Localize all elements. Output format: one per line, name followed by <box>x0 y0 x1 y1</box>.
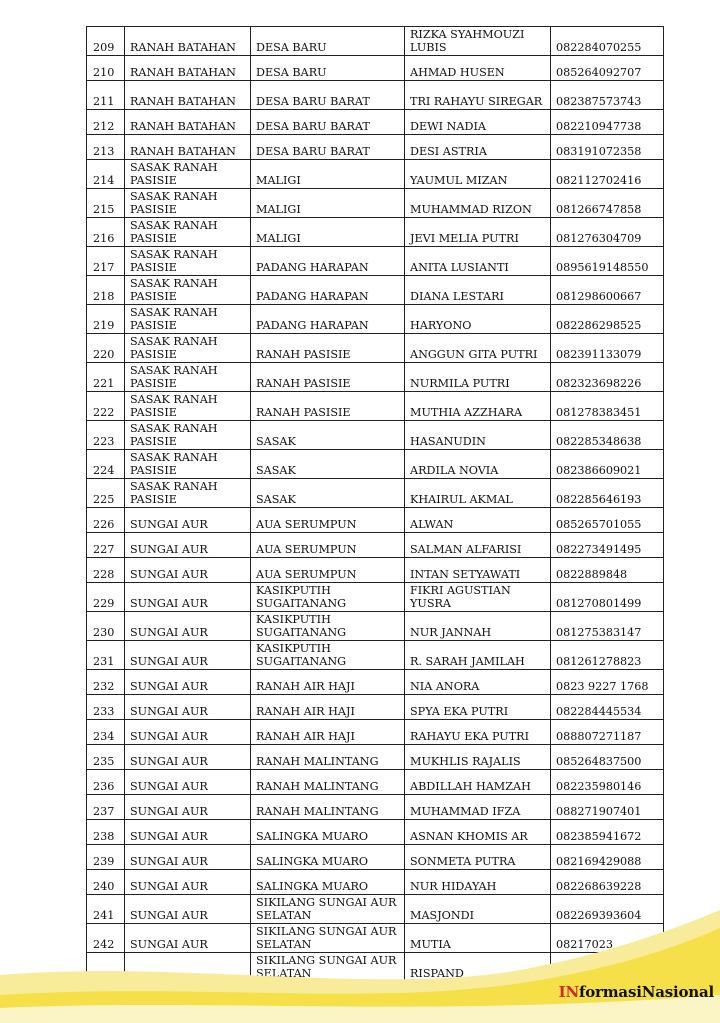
table-row <box>87 276 664 305</box>
cell-kecamatan: SUNGAI AUR <box>125 583 251 612</box>
table-row <box>87 334 664 363</box>
cell-no: 221 <box>87 363 125 392</box>
cell-kecamatan: SUNGAI AUR <box>125 612 251 641</box>
cell-kecamatan: SUNGAI AUR <box>125 695 251 720</box>
cell-kecamatan: SASAK RANAH PASISIE <box>125 276 251 305</box>
table-row <box>87 720 664 745</box>
table-row <box>87 695 664 720</box>
cell-kecamatan: SUNGAI AUR <box>125 770 251 795</box>
cell-kecamatan: SASAK RANAH PASISIE <box>125 160 251 189</box>
cell-kecamatan: SUNGAI AUR <box>125 745 251 770</box>
cell-kecamatan: SUNGAI AUR <box>125 558 251 583</box>
cell-phone: 082210947738 <box>551 110 664 135</box>
cell-nama: HARYONO <box>405 305 551 334</box>
cell-desa: RANAH MALINTANG <box>251 770 405 795</box>
cell-desa: RANAH AIR HAJI <box>251 695 405 720</box>
cell-nama: NIA ANORA <box>405 670 551 695</box>
table-row <box>87 770 664 795</box>
cell-no: 228 <box>87 558 125 583</box>
cell-phone: 082112702416 <box>551 160 664 189</box>
cell-kecamatan: SASAK RANAH PASISIE <box>125 247 251 276</box>
table-row <box>87 533 664 558</box>
cell-phone: 082385941672 <box>551 820 664 845</box>
cell-kecamatan: SUNGAI AUR <box>125 720 251 745</box>
cell-kecamatan: RANAH BATAHAN <box>125 135 251 160</box>
table-row <box>87 218 664 247</box>
cell-desa: DESA BARU <box>251 56 405 81</box>
cell-phone: 082284070255 <box>551 27 664 56</box>
cell-nama: DEWI NADIA <box>405 110 551 135</box>
cell-nama: SONMETA PUTRA <box>405 845 551 870</box>
table-row <box>87 870 664 895</box>
yellow-wave-decoration <box>0 900 720 1023</box>
table-row <box>87 392 664 421</box>
cell-phone: 0822889848 <box>551 558 664 583</box>
cell-kecamatan: SASAK RANAH PASISIE <box>125 218 251 247</box>
cell-nama: INTAN SETYAWATI <box>405 558 551 583</box>
cell-no: 235 <box>87 745 125 770</box>
cell-no: 232 <box>87 670 125 695</box>
brand-rest: formasiNasional <box>579 983 714 1001</box>
cell-desa: PADANG HARAPAN <box>251 247 405 276</box>
brand-logo <box>559 983 714 1001</box>
cell-no: 238 <box>87 820 125 845</box>
cell-nama: ARDILA NOVIA <box>405 450 551 479</box>
cell-phone: 0823 9227 1768 <box>551 670 664 695</box>
cell-no: 229 <box>87 583 125 612</box>
brand-accent: IN <box>558 983 579 1001</box>
cell-no: 230 <box>87 612 125 641</box>
table-row <box>87 135 664 160</box>
cell-phone: 0895619148550 <box>551 247 664 276</box>
cell-phone: 081278383451 <box>551 392 664 421</box>
cell-no: 210 <box>87 56 125 81</box>
cell-no: 225 <box>87 479 125 508</box>
cell-nama: MASJONDI <box>405 895 551 924</box>
cell-desa: DESA BARU BARAT <box>251 135 405 160</box>
cell-no: 211 <box>87 81 125 110</box>
cell-kecamatan: SASAK RANAH PASISIE <box>125 421 251 450</box>
cell-kecamatan: SASAK RANAH PASISIE <box>125 450 251 479</box>
cell-no: 215 <box>87 189 125 218</box>
cell-nama: RIZKA SYAHMOUZI LUBIS <box>405 27 551 56</box>
cell-kecamatan: RANAH BATAHAN <box>125 81 251 110</box>
cell-desa: DESA BARU BARAT <box>251 110 405 135</box>
cell-nama: SPYA EKA PUTRI <box>405 695 551 720</box>
cell-no: 231 <box>87 641 125 670</box>
cell-kecamatan: SASAK RANAH PASISIE <box>125 479 251 508</box>
cell-phone: 082323698226 <box>551 363 664 392</box>
cell-no: 209 <box>87 27 125 56</box>
table-row <box>87 110 664 135</box>
cell-nama: RAHAYU EKA PUTRI <box>405 720 551 745</box>
cell-nama: ASNAN KHOMIS AR <box>405 820 551 845</box>
cell-desa: SIKILANG SUNGAI AUR SELATAN <box>251 924 405 953</box>
table-row <box>87 421 664 450</box>
cell-desa: SASAK <box>251 450 405 479</box>
cell-desa: RANAH PASISIE <box>251 392 405 421</box>
table-row <box>87 745 664 770</box>
cell-desa: SALINGKA MUARO <box>251 845 405 870</box>
table-row <box>87 450 664 479</box>
cell-desa: KASIKPUTIH SUGAITANANG <box>251 583 405 612</box>
cell-desa: SASAK <box>251 479 405 508</box>
cell-nama: KHAIRUL AKMAL <box>405 479 551 508</box>
cell-nama: MUHAMMAD IFZA <box>405 795 551 820</box>
table-row <box>87 612 664 641</box>
cell-phone: 082285348638 <box>551 421 664 450</box>
cell-kecamatan: SUNGAI AUR <box>125 508 251 533</box>
cell-desa: KASIKPUTIH SUGAITANANG <box>251 641 405 670</box>
cell-phone: 083191072358 <box>551 135 664 160</box>
cell-kecamatan: SUNGAI AUR <box>125 795 251 820</box>
cell-nama: MUTHIA AZZHARA <box>405 392 551 421</box>
cell-kecamatan: SUNGAI AUR <box>125 641 251 670</box>
table-row <box>87 189 664 218</box>
cell-phone: 088271907401 <box>551 795 664 820</box>
cell-nama: HASANUDIN <box>405 421 551 450</box>
table-row <box>87 305 664 334</box>
cell-desa: AUA SERUMPUN <box>251 558 405 583</box>
cell-nama: TRI RAHAYU SIREGAR <box>405 81 551 110</box>
cell-kecamatan: RANAH BATAHAN <box>125 27 251 56</box>
table-row <box>87 845 664 870</box>
cell-desa: MALIGI <box>251 189 405 218</box>
cell-phone: 085265701055 <box>551 508 664 533</box>
cell-phone: 082235980146 <box>551 770 664 795</box>
cell-no: 212 <box>87 110 125 135</box>
cell-desa: DESA BARU BARAT <box>251 81 405 110</box>
cell-desa: SALINGKA MUARO <box>251 870 405 895</box>
cell-desa: AUA SERUMPUN <box>251 533 405 558</box>
cell-nama: NUR JANNAH <box>405 612 551 641</box>
cell-phone: 082284445534 <box>551 695 664 720</box>
cell-no: 233 <box>87 695 125 720</box>
cell-desa: RANAH PASISIE <box>251 334 405 363</box>
cell-nama: YAUMUL MIZAN <box>405 160 551 189</box>
cell-phone: 081275383147 <box>551 612 664 641</box>
cell-nama: MUTIA <box>405 924 551 953</box>
cell-nama: ABDILLAH HAMZAH <box>405 770 551 795</box>
cell-nama: JEVI MELIA PUTRI <box>405 218 551 247</box>
cell-nama: NUR HIDAYAH <box>405 870 551 895</box>
cell-nama: FIKRI AGUSTIAN YUSRA <box>405 583 551 612</box>
cell-kecamatan: SASAK RANAH PASISIE <box>125 305 251 334</box>
cell-nama: AHMAD HUSEN <box>405 56 551 81</box>
cell-desa: AUA SERUMPUN <box>251 508 405 533</box>
cell-no: 217 <box>87 247 125 276</box>
cell-nama: MUKHLIS RAJALIS <box>405 745 551 770</box>
cell-kecamatan: SUNGAI AUR <box>125 533 251 558</box>
cell-no: 219 <box>87 305 125 334</box>
table-row <box>87 670 664 695</box>
data-table <box>86 26 664 982</box>
cell-phone: 082169429088 <box>551 845 664 870</box>
cell-no: 227 <box>87 533 125 558</box>
cell-desa: SIKILANG SUNGAI AUR SELATAN <box>251 953 405 982</box>
cell-phone: 085264092707 <box>551 56 664 81</box>
cell-no: 220 <box>87 334 125 363</box>
cell-desa: SASAK <box>251 421 405 450</box>
table-row <box>87 479 664 508</box>
cell-desa: MALIGI <box>251 160 405 189</box>
cell-phone: 082268639228 <box>551 870 664 895</box>
cell-kecamatan: SASAK RANAH PASISIE <box>125 189 251 218</box>
cell-no: 213 <box>87 135 125 160</box>
cell-no: 224 <box>87 450 125 479</box>
table-row <box>87 583 664 612</box>
table-row <box>87 81 664 110</box>
cell-desa: RANAH MALINTANG <box>251 745 405 770</box>
table-row <box>87 795 664 820</box>
cell-phone: 085264837500 <box>551 745 664 770</box>
cell-nama: R. SARAH JAMILAH <box>405 641 551 670</box>
cell-kecamatan: SUNGAI AUR <box>125 670 251 695</box>
cell-nama: DIANA LESTARI <box>405 276 551 305</box>
cell-no: 236 <box>87 770 125 795</box>
cell-kecamatan: SASAK RANAH PASISIE <box>125 392 251 421</box>
cell-nama: RISPAND <box>405 953 551 982</box>
cell-phone: 082387573743 <box>551 81 664 110</box>
cell-desa: RANAH PASISIE <box>251 363 405 392</box>
cell-nama: ANGGUN GITA PUTRI <box>405 334 551 363</box>
cell-desa: RANAH AIR HAJI <box>251 720 405 745</box>
cell-kecamatan: RANAH BATAHAN <box>125 56 251 81</box>
cell-desa: KASIKPUTIH SUGAITANANG <box>251 612 405 641</box>
footer-banner <box>0 900 720 1023</box>
cell-desa: PADANG HARAPAN <box>251 305 405 334</box>
cell-kecamatan: SASAK RANAH PASISIE <box>125 363 251 392</box>
cell-phone: 082269393604 <box>551 895 664 924</box>
cell-nama: SALMAN ALFARISI <box>405 533 551 558</box>
table-row <box>87 56 664 81</box>
cell-phone: 081276304709 <box>551 218 664 247</box>
cell-no: 222 <box>87 392 125 421</box>
cell-no: 216 <box>87 218 125 247</box>
cell-nama: MUHAMMAD RIZON <box>405 189 551 218</box>
cell-phone: 082386609021 <box>551 450 664 479</box>
cell-kecamatan: SASAK RANAH PASISIE <box>125 334 251 363</box>
cell-no: 242 <box>87 924 125 953</box>
cell-nama: DESI ASTRIA <box>405 135 551 160</box>
cell-phone: 082273491495 <box>551 533 664 558</box>
cell-kecamatan: SUNGAI AUR <box>125 895 251 924</box>
table-row <box>87 641 664 670</box>
cell-no: 214 <box>87 160 125 189</box>
table-row <box>87 508 664 533</box>
cell-phone: 082391133079 <box>551 334 664 363</box>
table-row <box>87 558 664 583</box>
cell-nama: ANITA LUSIANTI <box>405 247 551 276</box>
cell-phone: 08217023 <box>551 924 664 953</box>
cell-kecamatan: RANAH BATAHAN <box>125 110 251 135</box>
table-row <box>87 247 664 276</box>
cell-no: 239 <box>87 845 125 870</box>
cell-no: 226 <box>87 508 125 533</box>
cell-kecamatan: SUNGAI AUR <box>125 820 251 845</box>
table-row <box>87 27 664 56</box>
cell-no: 223 <box>87 421 125 450</box>
cell-desa: SALINGKA MUARO <box>251 820 405 845</box>
cell-desa: SIKILANG SUNGAI AUR SELATAN <box>251 895 405 924</box>
cell-no: 240 <box>87 870 125 895</box>
cell-nama: ALWAN <box>405 508 551 533</box>
cell-kecamatan: SUNGAI AUR <box>125 870 251 895</box>
cell-phone: 088807271187 <box>551 720 664 745</box>
table-row <box>87 160 664 189</box>
cell-no: 237 <box>87 795 125 820</box>
table-row <box>87 363 664 392</box>
table-body <box>87 27 664 982</box>
table-row <box>87 820 664 845</box>
cell-desa: RANAH AIR HAJI <box>251 670 405 695</box>
cell-phone: 081270801499 <box>551 583 664 612</box>
cell-kecamatan: SUNGAI AUR <box>125 924 251 953</box>
cell-phone: 082286298525 <box>551 305 664 334</box>
cell-no: 234 <box>87 720 125 745</box>
cell-phone: 081266747858 <box>551 189 664 218</box>
cell-phone: 082285646193 <box>551 479 664 508</box>
cell-desa: PADANG HARAPAN <box>251 276 405 305</box>
cell-phone: 081298600667 <box>551 276 664 305</box>
cell-phone: 081261278823 <box>551 641 664 670</box>
cell-no: 241 <box>87 895 125 924</box>
cell-desa: MALIGI <box>251 218 405 247</box>
cell-desa: RANAH MALINTANG <box>251 795 405 820</box>
cell-desa: DESA BARU <box>251 27 405 56</box>
cell-no: 218 <box>87 276 125 305</box>
cell-nama: NURMILA PUTRI <box>405 363 551 392</box>
cell-kecamatan: SUNGAI AUR <box>125 845 251 870</box>
